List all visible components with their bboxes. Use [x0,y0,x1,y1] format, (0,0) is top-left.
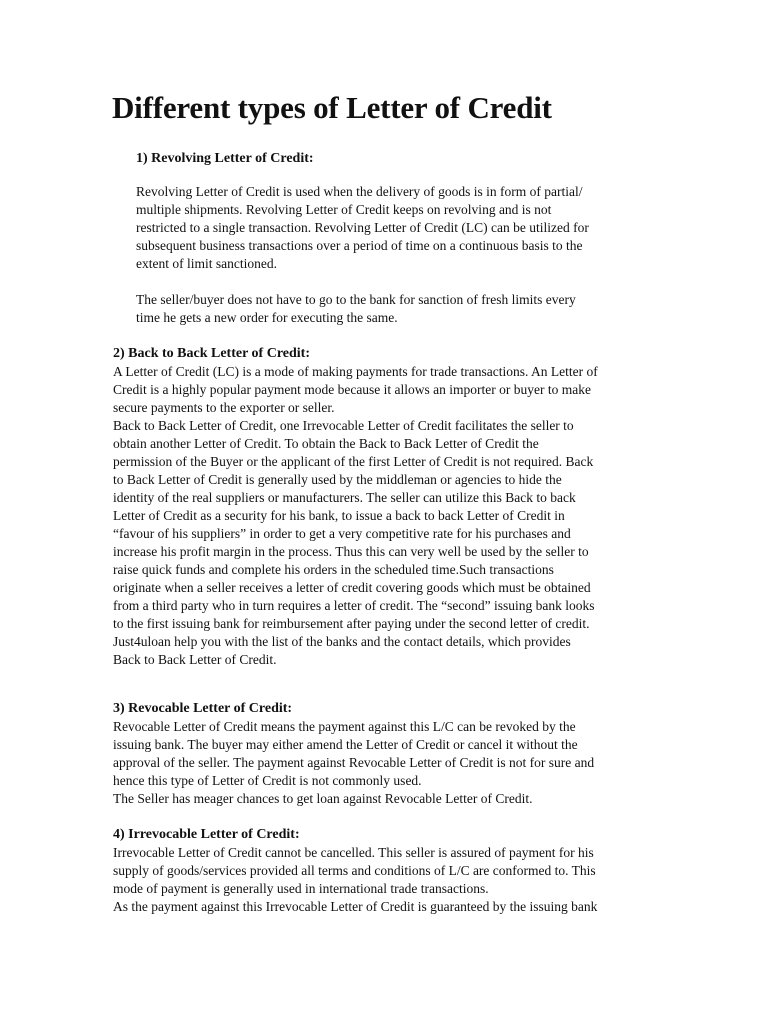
page-title: Different types of Letter of Credit [112,90,552,125]
paragraph: Revolving Letter of Credit is used when the delivery of goods is in form of partial/ multiple shipments. Revolving Letter of Credit keeps on revolving and is not restricted to a single transaction. Revolving Letter of Credit (LC) can be utilized for subsequent business transactions over a period of time on a continuous basis to the extent of limit sanctioned. [136,184,589,271]
section-back-to-back [113,345,658,669]
section-heading-irrevocable: 4) Irrevocable Letter of Credit: [113,827,300,842]
section-heading-revolving: 1) Revolving Letter of Credit: [136,151,314,166]
section-heading-back-to-back: 2) Back to Back Letter of Credit: [113,346,310,361]
paragraph: A Letter of Credit (LC) is a mode of making payments for trade transactions. An Letter of Credit is a highly popular payment mode because it allows an importer or buyer to make secure payments to the exporter or seller. Back to Back Letter of Credit, one Irrevocable Letter of Credit facilitates the seller to obtain another Letter of Credit. To obtain the Back to Back Letter of Credit the permission of the Buyer or the applicant of the first Letter of Credit is not required. Back to Back Letter of Credit is generally used by the middleman or agencies to hide the identity of the real suppliers or manufacturers. The seller can utilize this Back to back Letter of Credit as a security for his bank, to issue a back to back Letter of Credit in “favour of his suppliers” in order to get a very competitive rate for his purchases and increase his profit margin in the process. Thus this can very well be used by the seller to raise quick funds and complete his orders in the scheduled time.Such transactions originate when a seller receives a letter of credit covering goods which must be obtained from a third party who in turn requires a letter of credit. The “second” issuing bank looks to the first issuing bank for reimbursement after paying under the second letter of credit. Just4uloan help you with the list of the banks and the contact details, which provides Back to Back Letter of Credit. [113,364,598,667]
paragraph: The seller/buyer does not have to go to the bank for sanction of fresh limits every time he gets a new order for executing the same. [136,292,576,325]
section-revocable [113,700,658,808]
section-irrevocable [113,826,658,916]
paragraph: Revocable Letter of Credit means the payment against this L/C can be revoked by the issuing bank. The buyer may either amend the Letter of Credit or cancel it without the approval of the seller. The payment against Revocable Letter of Credit is not for sure and hence this type of Letter of Credit is not commonly used. The Seller has meager chances to get loan against Revocable Letter of Credit. [113,719,595,806]
section-heading-revocable: 3) Revocable Letter of Credit: [113,701,293,716]
paragraph: Irrevocable Letter of Credit cannot be cancelled. This seller is assured of payment for his supply of goods/services provided all terms and conditions of L/C are conformed to. This mode of payment is generally used in international trade transactions. As the payment against this Irrevocable Letter of Credit is guaranteed by the issuing bank [113,845,598,914]
